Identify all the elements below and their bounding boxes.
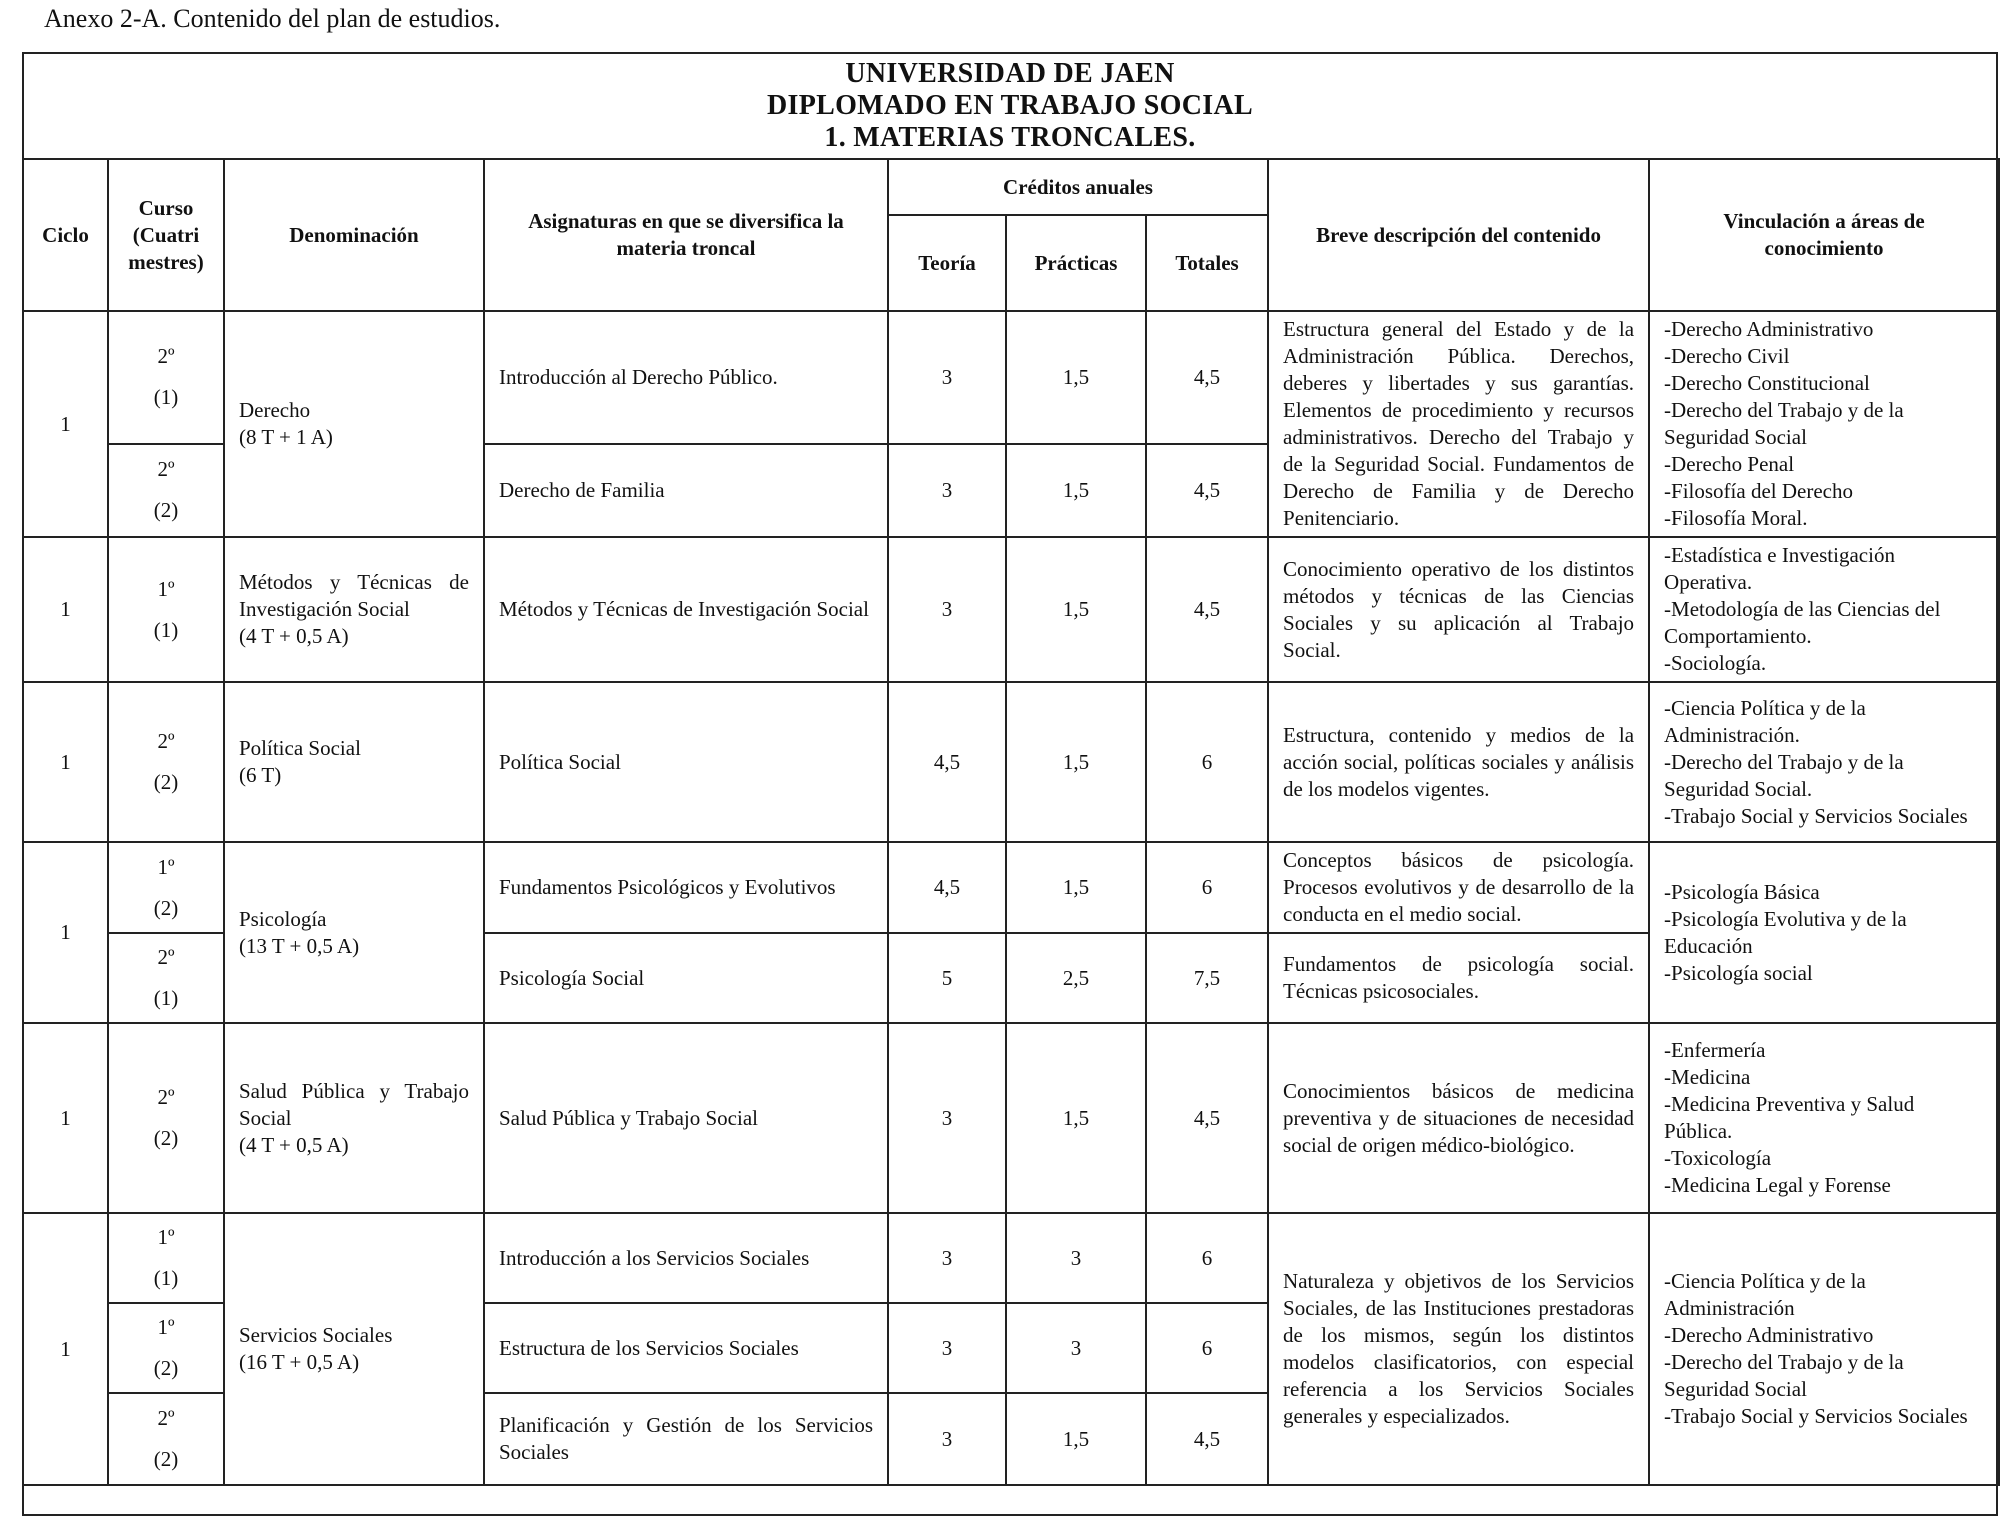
cuatri-value: (2) (153, 1356, 179, 1380)
denominacion-creditos: (8 T + 1 A) (239, 425, 333, 449)
cell-practicas: 1,5 (1006, 537, 1146, 682)
area-item: -Derecho del Trabajo y de la Seguridad Social (1664, 1350, 1904, 1401)
cell-ciclo: 1 (23, 842, 108, 1023)
cuatri-value: (2) (153, 1447, 179, 1471)
cell-totales: 6 (1146, 842, 1268, 933)
area-item: -Medicina Preventiva y Salud Pública. (1664, 1092, 1915, 1143)
cell-denominacion (224, 311, 484, 537)
area-item: -Metodología de las Ciencias del Comportamiento. (1664, 597, 1941, 648)
cell-denominacion (224, 1213, 484, 1485)
header-practicas: Prácticas (1006, 215, 1146, 311)
curso-value: 1º (157, 1315, 175, 1339)
area-item: -Derecho del Trabajo y de la Seguridad Social (1664, 398, 1904, 449)
area-item: -Psicología Básica (1664, 879, 1820, 904)
cell-descripcion: Estructura, contenido y medios de la acción social, políticas sociales y análisis de los modelos vigentes. (1268, 682, 1649, 842)
cell-totales: 4,5 (1146, 311, 1268, 444)
cell-totales: 4,5 (1146, 1393, 1268, 1485)
cell-teoria: 3 (888, 1303, 1006, 1393)
denominacion-text: Métodos y Técnicas de Investigación Social (239, 570, 469, 621)
cuatri-value: (2) (153, 770, 179, 794)
table-row (23, 537, 1999, 682)
cell-ciclo: 1 (23, 1023, 108, 1213)
cell-descripcion: Conceptos básicos de psicología. Procesos evolutivos y de desarrollo de la conducta en el medio social. (1268, 842, 1649, 933)
area-item: -Filosofía del Derecho (1664, 479, 1853, 503)
cell-descripcion: Conocimiento operativo de los distintos métodos y técnicas de las Ciencias Sociales y su aplicación al Trabajo Social. (1268, 537, 1649, 682)
cell-asignatura: Política Social (484, 682, 888, 842)
cell-practicas: 3 (1006, 1213, 1146, 1303)
cell-vinculacion (1649, 537, 1999, 682)
area-item: -Medicina (1664, 1065, 1751, 1089)
area-item: -Derecho Administrativo (1664, 1323, 1874, 1347)
table-banner (22, 52, 1998, 160)
cell-denominacion (224, 842, 484, 1023)
denominacion-creditos: (4 T + 0,5 A) (239, 624, 349, 648)
cell-asignatura: Introducción al Derecho Público. (484, 311, 888, 444)
area-item: -Trabajo Social y Servicios Sociales (1664, 803, 1968, 828)
cell-practicas: 1,5 (1006, 682, 1146, 842)
table-row (23, 1213, 1999, 1303)
cell-ciclo: 1 (23, 682, 108, 842)
cell-teoria: 4,5 (888, 682, 1006, 842)
cell-curso (108, 933, 224, 1023)
cell-asignatura: Introducción a los Servicios Sociales (484, 1213, 888, 1303)
area-item: -Filosofía Moral. (1664, 506, 1808, 530)
cell-descripcion: Conocimientos básicos de medicina preventiva y de situaciones de necesidad social de origen médico-biológico. (1268, 1023, 1649, 1213)
denominacion-text: Psicología (239, 906, 327, 931)
area-item: -Sociología. (1664, 651, 1767, 675)
curso-value: 2º (157, 945, 175, 969)
cell-curso (108, 311, 224, 444)
area-item: -Ciencia Política y de la Administración. (1664, 695, 1866, 747)
cell-ciclo: 1 (23, 1213, 108, 1485)
area-item: -Estadística e Investigación Operativa. (1664, 543, 1895, 594)
header-curso: Curso (Cuatri mestres) (108, 159, 224, 311)
cell-teoria: 3 (888, 311, 1006, 444)
cell-totales: 4,5 (1146, 1023, 1268, 1213)
cell-practicas: 3 (1006, 1303, 1146, 1393)
cell-practicas: 1,5 (1006, 1023, 1146, 1213)
header-vinculacion: Vinculación a áreas de conocimiento (1649, 159, 1999, 311)
header-ciclo: Ciclo (23, 159, 108, 311)
cell-curso (108, 1023, 224, 1213)
cell-teoria: 4,5 (888, 842, 1006, 933)
table-row (23, 311, 1999, 444)
curso-value: 1º (157, 854, 175, 879)
area-item: -Derecho Civil (1664, 344, 1790, 368)
table-row (23, 842, 1999, 933)
cell-practicas: 1,5 (1006, 842, 1146, 933)
area-item: -Psicología Evolutiva y de la Educación (1664, 906, 1907, 958)
university-name: UNIVERSIDAD DE JAEN (845, 58, 1175, 89)
cell-vinculacion (1649, 842, 1999, 1023)
cell-denominacion (224, 682, 484, 842)
cell-curso (108, 1393, 224, 1485)
section-title: 1. MATERIAS TRONCALES. (824, 122, 1196, 153)
cell-descripcion: Fundamentos de psicología social. Técnicas psicosociales. (1268, 933, 1649, 1023)
cell-totales: 6 (1146, 1303, 1268, 1393)
curriculum-body (23, 311, 1999, 1485)
header-creditos: Créditos anuales (888, 159, 1268, 215)
cell-totales: 4,5 (1146, 537, 1268, 682)
area-item: -Ciencia Política y de la Administración (1664, 1269, 1866, 1320)
curso-value: 2º (157, 729, 175, 753)
cell-asignatura: Planificación y Gestión de los Servicios Sociales (484, 1393, 888, 1485)
cell-denominacion (224, 537, 484, 682)
cell-vinculacion (1649, 1023, 1999, 1213)
cell-curso (108, 1213, 224, 1303)
cell-totales: 6 (1146, 682, 1268, 842)
denominacion-creditos: (4 T + 0,5 A) (239, 1132, 349, 1157)
cell-curso (108, 1303, 224, 1393)
cuatri-value: (2) (153, 498, 179, 523)
cell-curso (108, 537, 224, 682)
cell-teoria: 3 (888, 537, 1006, 682)
curso-value: 2º (157, 457, 175, 482)
annex-title: Anexo 2-A. Contenido del plan de estudios. (44, 4, 501, 33)
header-denominacion: Denominación (224, 159, 484, 311)
table-row (23, 1023, 1999, 1213)
area-item: -Derecho Administrativo (1664, 317, 1874, 341)
header-totales: Totales (1146, 215, 1268, 311)
header-descripcion: Breve descripción del contenido (1268, 159, 1649, 311)
cell-denominacion (224, 1023, 484, 1213)
cell-teoria: 3 (888, 444, 1006, 537)
cuatri-value: (2) (153, 1126, 179, 1150)
cell-vinculacion (1649, 1213, 1999, 1485)
cell-asignatura: Salud Pública y Trabajo Social (484, 1023, 888, 1213)
cell-asignatura: Métodos y Técnicas de Investigación Social (484, 537, 888, 682)
cell-descripcion: Estructura general del Estado y de la Administración Pública. Derechos, deberes y libertades y sus garantías. Elementos de procedimiento y recursos administrativos. Derecho del Trabajo y de la Seguridad Social. Fundamentos de Derecho de Familia y de Derecho Penitenciario. (1268, 311, 1649, 537)
cell-teoria: 3 (888, 1213, 1006, 1303)
cell-teoria: 3 (888, 1393, 1006, 1485)
cell-teoria: 5 (888, 933, 1006, 1023)
area-item: -Trabajo Social y Servicios Sociales (1664, 1404, 1968, 1428)
cell-practicas: 1,5 (1006, 311, 1146, 444)
cell-vinculacion (1649, 682, 1999, 842)
denominacion-text: Salud Pública y Trabajo Social (239, 1078, 469, 1130)
denominacion-text: Política Social (239, 736, 361, 760)
curso-value: 2º (157, 1406, 175, 1430)
degree-name: DIPLOMADO EN TRABAJO SOCIAL (767, 90, 1253, 121)
denominacion-text: Servicios Sociales (239, 1323, 393, 1347)
area-item: -Psicología social (1664, 960, 1813, 985)
curso-value: 1º (157, 1225, 175, 1249)
cuatri-value: (1) (153, 1266, 179, 1290)
cell-asignatura: Fundamentos Psicológicos y Evolutivos (484, 842, 888, 933)
cell-teoria: 3 (888, 1023, 1006, 1213)
cell-asignatura: Estructura de los Servicios Sociales (484, 1303, 888, 1393)
area-item: -Medicina Legal y Forense (1664, 1173, 1891, 1197)
cell-totales: 4,5 (1146, 444, 1268, 537)
header-asignaturas: Asignaturas en que se diversifica la materia troncal (484, 159, 888, 311)
header-teoria: Teoría (888, 215, 1006, 311)
denominacion-creditos: (13 T + 0,5 A) (239, 933, 360, 958)
cell-ciclo: 1 (23, 537, 108, 682)
cell-practicas: 1,5 (1006, 1393, 1146, 1485)
cuatri-value: (1) (153, 986, 179, 1010)
curso-value: 1º (157, 576, 175, 601)
cell-totales: 7,5 (1146, 933, 1268, 1023)
curriculum-table (22, 158, 2000, 1486)
cell-descripcion: Naturaleza y objetivos de los Servicios Sociales, de las Instituciones prestadoras de los mismos, según los distintos modelos clasificatorios, con especial referencia a los Servicios Sociales generales y especializados. (1268, 1213, 1649, 1485)
denominacion-creditos: (16 T + 0,5 A) (239, 1350, 360, 1374)
cell-asignatura: Derecho de Familia (484, 444, 888, 537)
table-row (23, 682, 1999, 842)
cell-asignatura: Psicología Social (484, 933, 888, 1023)
curso-value: 2º (157, 344, 175, 369)
area-item: -Enfermería (1664, 1038, 1766, 1062)
cell-totales: 6 (1146, 1213, 1268, 1303)
curso-value: 2º (157, 1085, 175, 1109)
cell-curso (108, 842, 224, 933)
area-item: -Derecho Constitucional (1664, 371, 1870, 395)
area-item: -Derecho del Trabajo y de la Seguridad Social. (1664, 749, 1904, 801)
cell-practicas: 1,5 (1006, 444, 1146, 537)
area-item: -Toxicología (1664, 1146, 1772, 1170)
denominacion-text: Derecho (239, 398, 311, 422)
cell-ciclo: 1 (23, 311, 108, 537)
cell-practicas: 2,5 (1006, 933, 1146, 1023)
cell-curso (108, 682, 224, 842)
cuatri-value: (2) (153, 895, 179, 920)
area-item: -Derecho Penal (1664, 452, 1795, 476)
cuatri-value: (1) (153, 385, 179, 410)
cuatri-value: (1) (153, 617, 179, 642)
cell-curso (108, 444, 224, 537)
cell-vinculacion (1649, 311, 1999, 537)
denominacion-creditos: (6 T) (239, 763, 282, 787)
